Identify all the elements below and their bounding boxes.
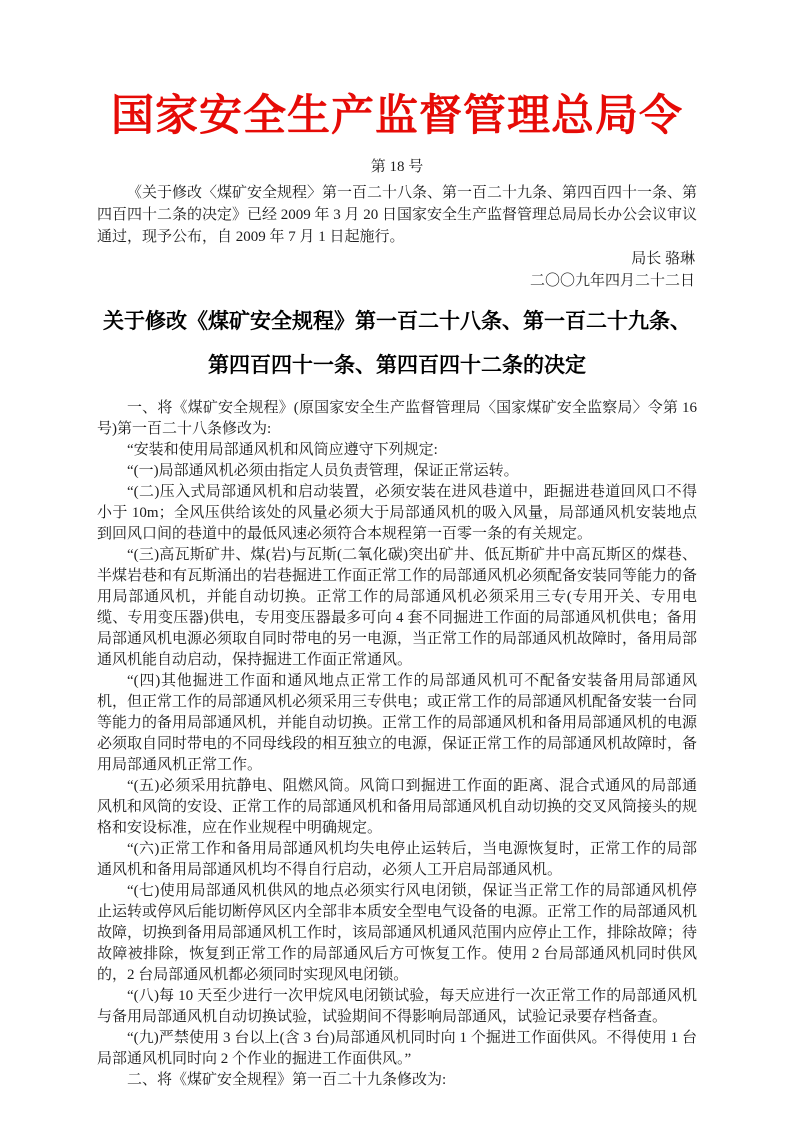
- sign-date: 二〇〇九年四月二十二日: [529, 273, 695, 289]
- body-paragraph-2: “安装和使用局部通风机和风筒应遵守下列规定:: [127, 442, 438, 458]
- signer-name: 局长 骆琳: [631, 251, 695, 267]
- body-paragraph-6: “(四)其他掘进工作面和通风地点正常工作的局部通风机可不配备安装备用局部通风机，但正常工作的局部通风机必须采用三专供电；或正常工作的局部通风机配备安装一台同等能力的备用局部通风机，并能自动切换。正常工作的局部通风机和备用局部通风机的电源必须取自同时带电的不同母线段的相互独立的电源，保证正常工作的局部通风机故障时，备用局部通风机正常工作。: [97, 673, 698, 773]
- decision-title-line-1: 关于修改《煤矿安全规程》第一百二十八条、第一百二十九条、: [103, 310, 691, 333]
- body-paragraph-1: 一、将《煤矿安全规程》(原国家安全生产监督管理局〈国家煤矿安全监察局〉令第 16 号)第一百二十八条修改为:: [97, 400, 697, 437]
- doc-number: 第 18 号: [370, 159, 424, 175]
- body-paragraph-8: “(六)正常工作和备用局部通风机均失电停止运转后，当电源恢复时，正常工作的局部通风机和备用局部通风机均不得自行启动，必须人工开启局部通风机。: [97, 841, 697, 878]
- intro-paragraph: 《关于修改〈煤矿安全规程〉第一百二十八条、第一百二十九条、第四百四十一条、第四百四十二条的决定》已经 2009 年 3 月 20 日国家安全生产监督管理总局局长办公会议审议通过，现予公布，自 2009 年 7 月 1 日起施行。: [97, 185, 698, 245]
- body-paragraph-9: “(七)使用局部通风机供风的地点必须实行风电闭锁，保证当正常工作的局部通风机停止运转或停风后能切断停风区内全部非本质安全型电气设备的电源。正常工作的局部通风机故障，切换到备用局部通风机工作时，该局部通风机通风范围内应停止工作，排除故障；待故障被排除，恢复到正常工作的局部通风后方可恢复工作。使用 2 台局部通风机同时供风的，2 台局部通风机都必须同时实现风电闭锁。: [97, 883, 698, 983]
- decision-title: [97, 300, 697, 388]
- body-paragraph-10: “(八)每 10 天至少进行一次甲烷风电闭锁试验，每天应进行一次正常工作的局部通风机与备用局部通风机自动切换试验，试验期间不得影响局部通风，试验记录要存档备查。: [97, 988, 697, 1025]
- body-paragraph-3: “(一)局部通风机必须由指定人员负责管理，保证正常运转。: [127, 463, 519, 479]
- decision-title-line-2: 第四百四十一条、第四百四十二条的决定: [208, 354, 586, 377]
- document-body: [97, 398, 697, 1091]
- body-paragraph-11: “(九)严禁使用 3 台以上(含 3 台)局部通风机同时向 1 个掘进工作面供风。不得使用 1 台局部通风机同时向 2 个作业的掘进工作面供风。”: [97, 1030, 697, 1067]
- body-paragraph-7: “(五)必须采用抗静电、阻燃风筒。风筒口到掘进工作面的距离、混合式通风的局部通风机和风筒的安设、正常工作的局部通风机和备用局部通风机自动切换的交叉风筒接头的规格和安设标准，应在作业规程中明确规定。: [97, 778, 698, 836]
- body-paragraph-4: “(二)压入式局部通风机和启动装置，必须安装在进风巷道中，距掘进巷道回风口不得小于 10m；全风压供给该处的风量必须大于局部通风机的吸入风量，局部通风机安装地点到回风口间的巷道中的最低风速必须符合本规程第一百零一条的有关规定。: [97, 484, 697, 542]
- signature-block: [97, 248, 697, 292]
- body-paragraph-12: 二、将《煤矿安全规程》第一百二十九条修改为:: [127, 1072, 447, 1088]
- body-paragraph-5: “(三)高瓦斯矿井、煤(岩)与瓦斯(二氧化碳)突出矿井、低瓦斯矿井中高瓦斯区的煤巷、半煤岩巷和有瓦斯涌出的岩巷掘进工作面正常工作的局部通风机必须配备安装同等能力的备用局部通风机，并能自动切换。正常工作的局部通风机必须采用三专(专用开关、专用电缆、专用变压器)供电，专用变压器最多可向 4 套不同掘进工作面的局部通风机供电；备用局部通风机电源必须取自同时带电的另一电源，当正常工作的局部通风机故障时，备用局部通风机能自动启动，保持掘进工作面正常通风。: [97, 547, 698, 668]
- page-title: 国家安全生产监督管理总局令: [111, 93, 683, 140]
